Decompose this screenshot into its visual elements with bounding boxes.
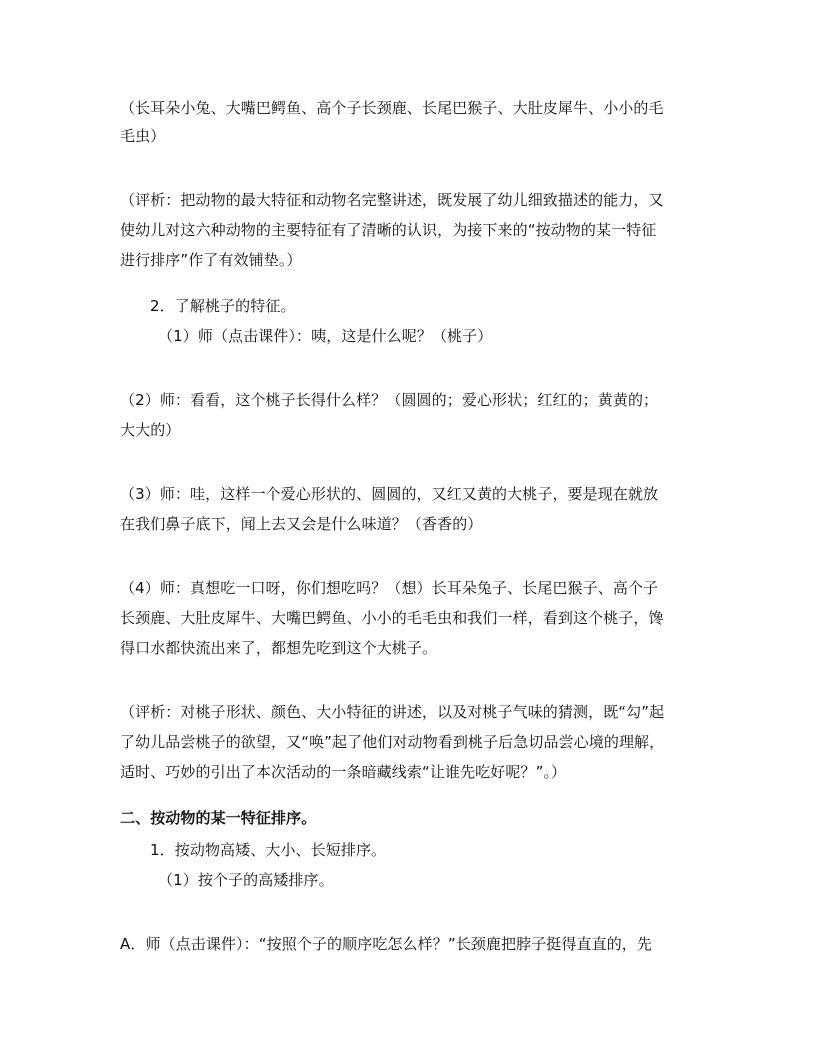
commentary-1-line-1: （评析：把动物的最大特征和动物名完整讲述，既发展了幼儿细致描述的能力，又	[120, 191, 664, 209]
paragraph-animals-list-cont: 毛虫）	[120, 127, 166, 145]
question-2-line-2: 大大的）	[120, 421, 181, 439]
question-4-line-2: 长颈鹿、大肚皮犀牛、大嘴巴鳄鱼、小小的毛毛虫和我们一样，看到这个桃子，馋	[120, 609, 664, 627]
question-2-line-1: （2）师：看看，这个桃子长得什么样？（圆圆的；爱心形状；红红的；黄黄的；	[120, 391, 659, 409]
question-3-line-1: （3）师：哇，这样一个爱心形状的、圆圆的，又红又黄的大桃子，要是现在就放	[120, 485, 659, 503]
commentary-1-line-2: 使幼儿对这六种动物的主要特征有了清晰的认识，为接下来的“按动物的某一特征	[120, 221, 657, 239]
commentary-2-line-1: （评析：对桃子形状、颜色、大小特征的讲述，以及对桃子气味的猜测，既“勾”起	[120, 703, 665, 721]
section-heading-sorting: 二、按动物的某一特征排序。	[120, 809, 317, 827]
question-3-line-2: 在我们鼻子底下，闻上去又会是什么味道？（香香的）	[120, 515, 483, 533]
question-4-line-1: （4）师：真想吃一口呀，你们想吃吗？（想）长耳朵兔子、长尾巴猴子、高个子	[120, 579, 659, 597]
section-heading-peach-features: 2．了解桃子的特征。	[150, 297, 296, 315]
paragraph-animals-list: （长耳朵小兔、大嘴巴鳄鱼、高个子长颈鹿、长尾巴猴子、大肚皮犀牛、小小的毛	[120, 99, 664, 117]
subheading-sort-by-height: （1）按个子的高矮排序。	[158, 871, 334, 889]
commentary-2-line-3: 适时、巧妙的引出了本次活动的一条暗藏线索“让谁先吃好呢？”。）	[120, 763, 567, 781]
step-a-line-1: A．师（点击课件）：“按照个子的顺序吃怎么样？”长颈鹿把脖子挺得直直的，先	[120, 935, 653, 953]
question-4-line-3: 得口水都快流出来了，都想先吃到这个大桃子。	[120, 639, 438, 657]
subheading-sort-by-height-size-length: 1．按动物高矮、大小、长短排序。	[150, 841, 387, 859]
commentary-1-line-3: 进行排序”作了有效铺垫。）	[120, 251, 302, 269]
question-1: （1）师（点击课件）：咦，这是什么呢？（桃子）	[158, 327, 493, 345]
commentary-2-line-2: 了幼儿品尝桃子的欲望，又“唤”起了他们对动物看到桃子后急切品尝心境的理解，	[120, 733, 665, 751]
